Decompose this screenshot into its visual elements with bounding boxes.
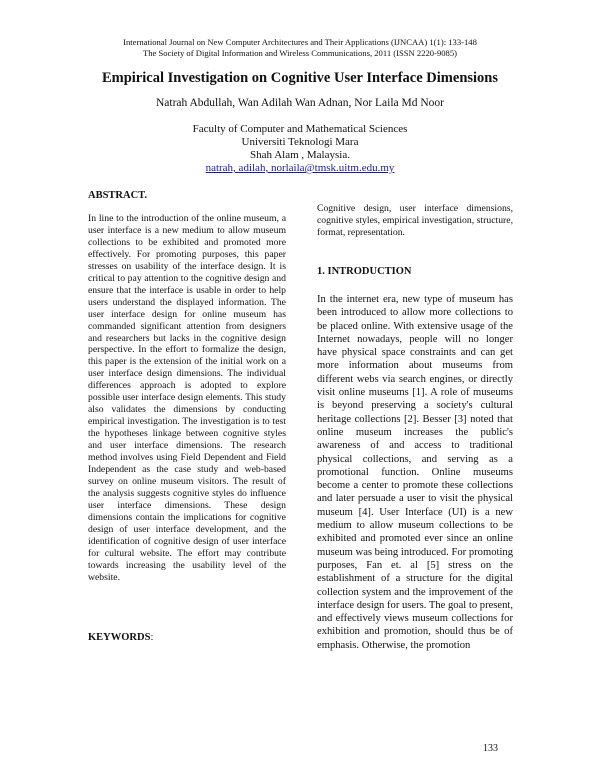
affiliation-location: Shah Alam , Malaysia.	[250, 149, 350, 161]
keywords-colon: :	[150, 632, 154, 643]
email-link[interactable]: natrah, adilah, norlaila@tmsk.uitm.edu.my	[205, 162, 395, 174]
keywords-text: Cognitive design, user interface dimensions, cognitive styles, empirical investigation, structure, format, representation.	[317, 203, 513, 238]
affiliation-university: Universiti Teknologi Mara	[241, 136, 359, 148]
keywords-label: KEYWORDS	[88, 632, 151, 643]
affiliation-faculty: Faculty of Computer and Mathematical Sciences	[192, 123, 408, 135]
abstract-heading: ABSTRACT.	[88, 190, 148, 201]
abstract-text: In line to the introduction of the online museum, a user interface is a new medium to allow museum collections to be exhibited and promoted more effectively. For promoting purposes, this paper stresses on usability of the interface design. It is critical to pay attention to the cognitive design and ensure that the interface is usable in order to help users understand the displayed information. The user interface design for online museum has commanded significant attention from designers and researchers but lacks in the cognitive design perspective. In the effort to formalize the design, this paper is the extension of the initial work on a user interface design dimensions. The individual differences approach is adopted to explore possible user interface design elements. This study also validates the dimensions by conducting empirical investigation. The investigation is to test the hypotheses linkage between cognitive styles and user interface dimensions. The research method involves using Field Dependent and Field Independent as the case study and web-based survey on online museum visitors. The result of the analysis suggests cognitive styles do influence user interface dimensions. These design dimensions contain the implications for cognitive design of user interface development, and the identification of cognitive design of user interface for cultural website. The effort may contribute towards increasing the usability level of the website.	[88, 213, 286, 583]
introduction-heading: 1. INTRODUCTION	[317, 266, 412, 277]
society-header-line: The Society of Digital Information and Wireless Communications, 2011 (ISSN 2220-9085)	[143, 48, 457, 58]
affiliation-emails[interactable]	[0, 162, 600, 176]
page-number: 133	[483, 743, 498, 754]
journal-header-line: International Journal on New Computer Architectures and Their Applications (IJNCAA) 1(1): 133-148	[123, 37, 477, 47]
keywords-heading	[88, 632, 153, 643]
paper-title: Empirical Investigation on Cognitive User Interface Dimensions	[101, 70, 499, 86]
author-list: Natrah Abdullah, Wan Adilah Wan Adnan, Nor Laila Md Noor	[155, 97, 445, 109]
introduction-text: In the internet era, new type of museum has been introduced to allow more collections to be placed online. With extensive usage of the Internet nowadays, people will no longer have physical space constraints and can get more information about museums from different webs via search engines, or directly visit online museums [1]. A role of museums is beyond preserving a society's cultural heritage collections [2]. Besser [3] noted that online museum increases the public's awareness of and access to traditional physical collections, and serving as a promotional function. Online museums become a center to promote these collections and later persuade a user to visit the physical museum [4]. User Interface (UI) is a new medium to allow museum collections to be exhibited and promoted ever since an online museum was being introduced. For promoting purposes, Fan et. al [5] stress on the establishment of a structure for the digital collection system and the improvement of the interface design for users. The goal to present, and effectively views museum collections for exhibition and promotion, should thus be of emphasis. Otherwise, the promotion	[317, 294, 514, 651]
